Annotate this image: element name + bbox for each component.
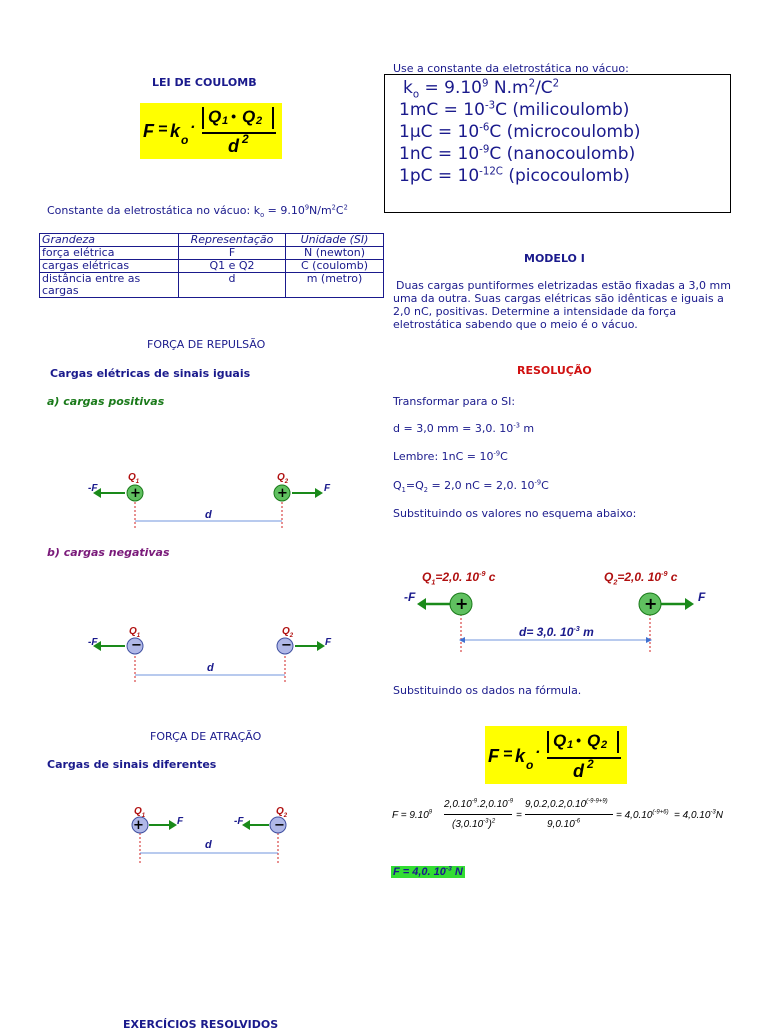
- table-row: cargas elétricas Q1 e Q2 C (coulomb): [40, 260, 384, 273]
- box-line: $1\mu C = 10^{-6}C$ (microcoulomb): [399, 122, 641, 142]
- box-line: $1mC = 10^{-3}C$ (milicoulomb): [399, 100, 630, 120]
- same-signs-heading: Cargas elétricas de sinais iguais: [50, 367, 251, 380]
- modelo-heading: MODELO I: [524, 252, 585, 265]
- coulomb-formula: F = k o · Q 1 • Q 2 d 2: [140, 103, 282, 159]
- repulsion-title: FORÇA DE REPULSÃO: [147, 338, 266, 351]
- formula-eq: =: [158, 121, 168, 138]
- step-substitute: Substituindo os valores no esquema abaixo:: [393, 507, 637, 520]
- case-a-heading: a) cargas positivas: [47, 395, 165, 408]
- step-distance: d = 3,0 mm = 3,0. $10^{-3}$ m: [393, 421, 535, 435]
- table-row: distância entre as cargas d m (metro): [40, 273, 384, 298]
- case-b-heading: b) cargas negativas: [47, 546, 170, 559]
- example-q1-label: $Q_1=2,0$. $10^{-9}$ c: [422, 569, 496, 587]
- attraction-title: FORÇA DE ATRAÇÃO: [150, 730, 262, 743]
- diff-signs-heading: Cargas de sinais diferentes: [47, 758, 217, 771]
- exercises-heading: EXERCÍCIOS RESOLVIDOS: [123, 1018, 279, 1031]
- table-row: força elétrica F N (newton): [40, 247, 384, 260]
- problem-statement: Duas cargas puntiformes eletrizadas estão fixadas a 3,0 mm uma da outra. Suas cargas elétricas são idênticas e iguais a 2,0 nC, positivas. Determine a intensidade da força eletrostática sabendo que o meio é o vácuo.: [393, 279, 731, 331]
- table-header-row: Grandeza Representação Unidade (SI): [40, 234, 384, 247]
- coulomb-formula-example: F = k o · Q 1 • Q 2 d 2: [485, 726, 627, 784]
- box-line: $1nC = 10^{-9}C$ (nanocoulomb): [399, 144, 636, 164]
- step-charges: $Q_1=Q_2 = 2,0$ nC = 2,0. $10^{-9}C$: [393, 478, 549, 495]
- diagram-negative-charges: [85, 622, 345, 686]
- formula-k: k: [170, 121, 181, 141]
- formula-q2: Q: [242, 107, 256, 126]
- diagram-example: [395, 586, 725, 656]
- calculation: $F = 9.10^9$ $2,0.10^{-9}.2,0.10^{-9}$ $(3,0.10^{-3})^2$ = $9,0.2,0.2,0.10^{(-9-9+9)}$ $9,0.10^{-6}$ = $4,0.10^{(-9+6)}$ = $4,0.10^{-3}N$: [392, 798, 723, 830]
- formula-d: d: [228, 136, 239, 156]
- step-formula: Substituindo os dados na fórmula.: [393, 684, 582, 697]
- step-remember: Lembre: $1nC = 10^{-9}C$: [393, 449, 508, 463]
- section-title: LEI DE COULOMB: [152, 76, 257, 89]
- formula-f: F: [143, 121, 154, 141]
- formula-o: o: [181, 133, 189, 147]
- example-distance-label: d= 3,0. $10^{-3}$ m: [519, 624, 594, 639]
- final-answer: F = 4,0. $10^{-3}$ N: [393, 865, 463, 878]
- resolucao-heading: RESOLUÇÃO: [517, 364, 592, 377]
- constants-box: [384, 74, 731, 213]
- example-q2-label: $Q_2=2,0$. $10^{-9}$ c: [604, 569, 678, 587]
- constant-line: Constante da eletrostática no vácuo: $k_o = 9.10^9N/m^2C^2$: [47, 203, 348, 220]
- box-line: $1pC = 10^{-12C}$ (picocoulomb): [399, 166, 630, 186]
- quantities-table: [39, 233, 384, 298]
- step-si: Transformar para o SI:: [393, 395, 516, 408]
- box-line: $k_o = 9.10^9$ $N.m^2/C^2$: [403, 78, 560, 101]
- formula-q1: Q: [208, 107, 222, 126]
- use-constant-text: Use a constante da eletrostática no vácuo:: [393, 62, 629, 75]
- diagram-positive-charges: [85, 468, 345, 532]
